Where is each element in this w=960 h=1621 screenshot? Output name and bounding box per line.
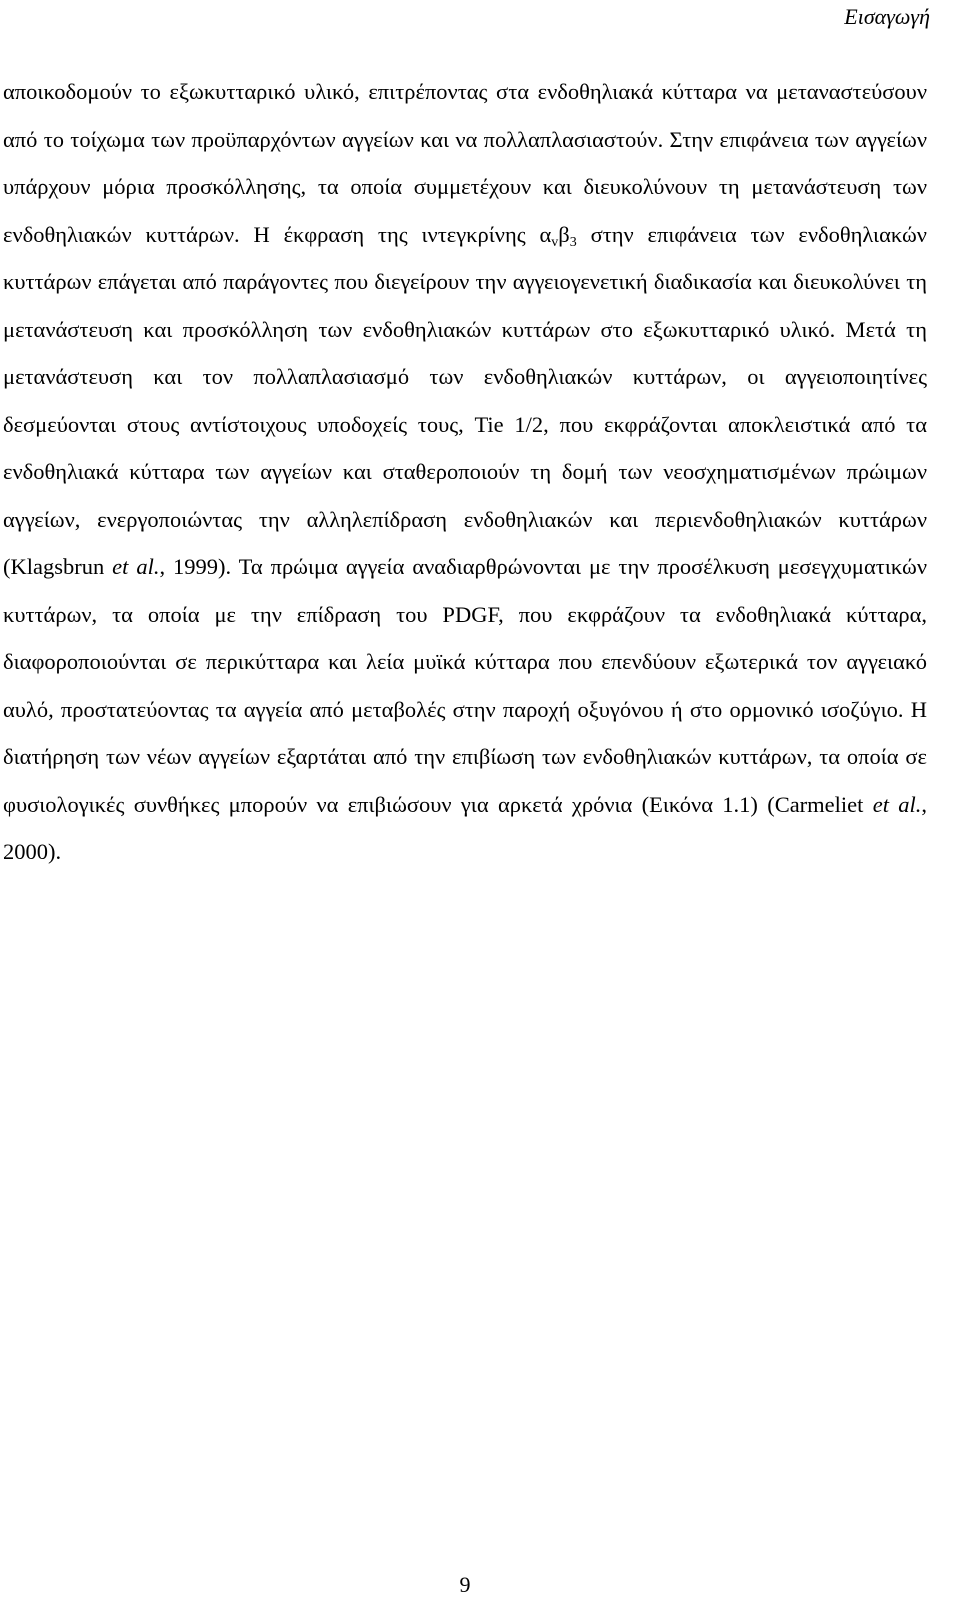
paragraph-text-part-4: , 2000).: [3, 791, 927, 864]
paragraph-text-part-1: αποικοδομούν το εξωκυτταρικό υλικό, επιτρέποντας στα ενδοθηλιακά κύτταρα να μεταναστεύσουν από το τοίχωμα των προϋπαρχόντων αγγείων και να πολλαπλασιαστούν. Στην επιφάνεια των αγγείων υπάρχουν μόρια προσκόλλησης, τα οποία συμμετέχουν και διευκολύνουν τη μετανάστευση των ενδοθηλιακών κυττάρων. Η έκφραση της ιντεγκρίνης α: [3, 79, 927, 247]
running-header-chapter-title: Εισαγωγή: [844, 4, 930, 29]
page-number: 9: [459, 1572, 471, 1597]
paragraph-text-part-2: στην επιφάνεια των ενδοθηλιακών κυττάρων επάγεται από παράγοντες που διεγείρουν την αγγειογενετική διαδικασία και διευκολύνει τη μετανάστευση και προσκόλληση των ενδοθηλιακών κυττάρων στο εξωκυτταρικό υλικό. Μετά τη μετανάστευση και τον πολλαπλασιασμό των ενδοθηλιακών κυττάρων, οι αγγειοποιητίνες δεσμεύονται στους αντίστοιχους υποδοχείς τους, Tie 1/2, που εκφράζονται αποκλειστικά από τα ενδοθηλιακά κύτταρα των αγγείων και σταθεροποιούν τη δομή των νεοσχηματισμένων πρώιμων αγγείων, ενεργοποιώντας την αλληλεπίδραση ενδοθηλιακών και περιενδοθηλιακών κυττάρων (Klagsbrun: [3, 221, 927, 579]
body-paragraph: [3, 68, 927, 876]
integrin-beta: β: [558, 221, 570, 247]
integrin-subscript-3: 3: [569, 234, 577, 250]
paragraph-text-part-3: , 1999). Τα πρώιμα αγγεία αναδιαρθρώνονται με την προσέλκυση μεσεγχυματικών κυττάρων, τα οποία με την επίδραση του PDGF, που εκφράζουν τα ενδοθηλιακά κύτταρα, διαφοροποιούνται σε περικύτταρα και λεία μυϊκά κύτταρα που επενδύουν εξωτερικά τον αγγειακό αυλό, προστατεύοντας τα αγγεία από μεταβολές στην παροχή οξυγόνου ή στο ορμονικό ισοζύγιο. Η διατήρηση των νέων αγγείων εξαρτάται από την επιβίωση των ενδοθηλιακών κυττάρων, τα οποία σε φυσιολογικές συνθήκες μπορούν να επιβιώσουν για αρκετά χρόνια (Εικόνα 1.1) (Carmeliet: [3, 554, 927, 817]
citation-et-al-2: et al.: [872, 791, 922, 817]
integrin-subscript-v: v: [551, 234, 559, 250]
citation-et-al-1: et al.: [112, 554, 160, 579]
